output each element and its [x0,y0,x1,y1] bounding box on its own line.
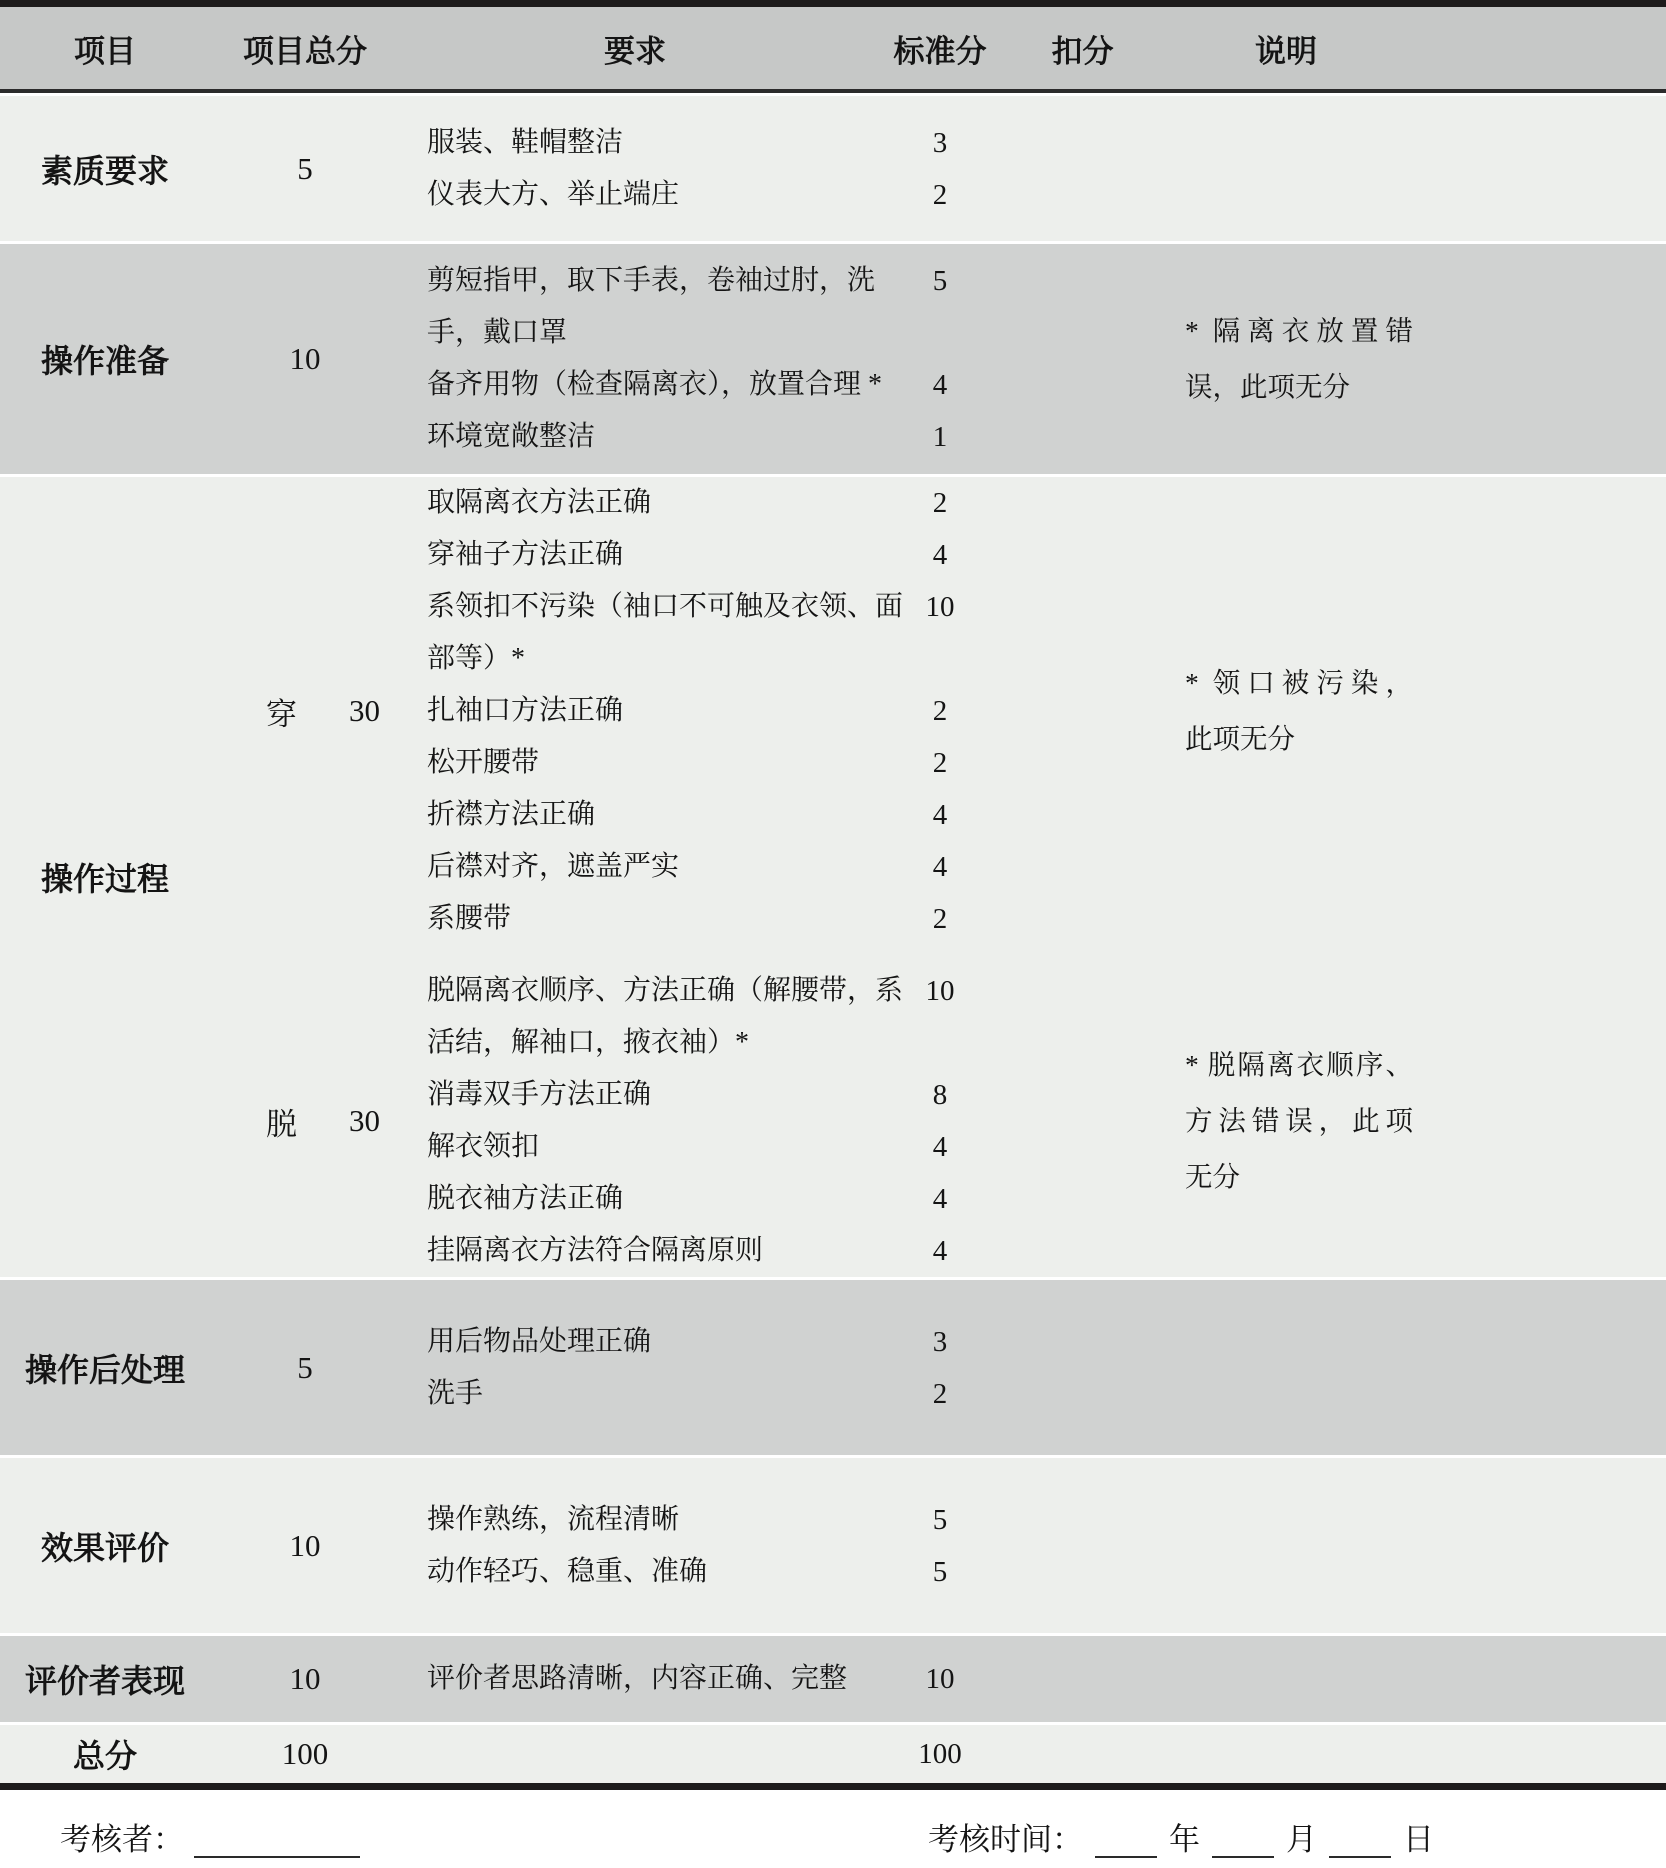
year-blank-line [1095,1822,1157,1858]
standard-score-value: 4 [932,851,948,883]
requirement-row [400,965,1010,1069]
requirement-line: 解衣领扣 [427,1131,540,1162]
requirement-row [400,1546,1010,1598]
row-total-score [0,1722,1666,1783]
section-item-label: 操作后处理 [24,1351,185,1388]
requirement-text [400,477,870,529]
day-label: 日 [1403,1822,1434,1857]
effect-evaluation-note-cell [1155,1458,1666,1633]
standard-score-value: 4 [932,369,948,401]
subsection-label: 穿 [266,696,297,732]
standard-score-value: 10 [925,1663,955,1695]
standard-score-value: 4 [932,1131,948,1163]
requirement-text [400,789,870,841]
note-text [1185,655,1413,767]
requirement-text [400,685,870,737]
standard-score-value: 2 [932,747,948,779]
requirement-row [400,255,1010,359]
row-quality-requirements [0,93,1666,241]
requirement-row [400,169,1010,221]
section-item-label: 操作准备 [40,343,169,379]
requirement-text [400,529,870,581]
requirement-line: 剪短指甲，取下手表，卷袖过肘，洗 [427,265,876,296]
requirement-row [400,529,1010,581]
month-label: 月 [1286,1822,1317,1857]
note-line: * 隔离衣放置错 [1185,315,1413,346]
subsection-total: 30 [349,1103,380,1138]
requirement-row [400,411,1010,463]
deduction-cell [1010,477,1155,945]
take-off-note-cell [1155,965,1666,1277]
requirement-text [400,1069,870,1121]
requirement-text [400,169,870,221]
row-evaluator-performance [0,1633,1666,1722]
standard-score-value: 2 [932,695,948,727]
section-total: 10 [289,1527,321,1563]
requirement-text [400,255,876,359]
requirement-row [400,1121,1010,1173]
standard-score-value: 3 [932,1325,948,1358]
standard-score-value: 5 [932,1503,948,1536]
section-total: 100 [281,1736,329,1771]
requirement-line: 脱衣袖方法正确 [427,1183,624,1214]
requirement-text [400,1494,870,1546]
standard-score-value: 10 [925,591,955,623]
requirement-line: 扎袖口方法正确 [427,695,624,726]
quality-requirements-note-cell [1155,96,1666,241]
requirement-row [400,1316,1010,1368]
requirement-row [400,737,1010,789]
requirement-text [400,965,904,1069]
note-line: * 脱隔离衣顺序、 [1185,1049,1413,1080]
deduction-cell [1010,96,1155,241]
standard-score-value: 5 [932,265,948,297]
requirement-line: 活结，解袖口，掖衣袖）* [427,1027,750,1058]
section-item-label: 效果评价 [40,1529,169,1566]
requirement-line: 系领扣不污染（袖口不可触及衣领、面 [427,591,904,622]
requirement-line: 操作熟练，流程清晰 [427,1503,680,1535]
requirement-text [400,1121,870,1173]
row-effect-evaluation [0,1455,1666,1633]
standard-score-value: 2 [932,903,948,935]
assessor-blank-line [194,1822,360,1858]
requirement-line: 挂隔离衣方法符合隔离原则 [427,1235,764,1266]
requirement-row [400,1225,1010,1277]
note-line: * 领口被污染， [1185,667,1413,698]
requirement-text [400,1546,870,1598]
standard-score-value: 5 [932,1555,948,1588]
month-blank-line [1212,1822,1274,1858]
deduction-cell [1010,965,1155,1277]
requirement-line: 动作轻巧、稳重、准确 [427,1555,708,1587]
deduction-cell [1010,1280,1155,1455]
requirement-text [400,1173,870,1225]
requirement-line: 折襟方法正确 [427,799,596,830]
standard-score-value: 8 [932,1079,948,1111]
assessment-time-field [928,1814,1434,1859]
evaluator-performance-note-cell [1155,1636,1666,1722]
requirement-text [400,893,870,945]
note-line: 误，此项无分 [1185,371,1350,402]
note-line: 无分 [1185,1161,1240,1192]
requirement-line: 系腰带 [427,903,512,934]
subsection-total: 30 [349,693,380,728]
requirement-row [400,893,1010,945]
put-on-note-cell [1155,477,1666,945]
deduction-cell [1010,244,1155,474]
subsection-label-cell [210,477,400,945]
effect-evaluation-requirements [400,1458,1010,1633]
requirement-line: 备齐用物（检查隔离衣），放置合理 * [427,369,883,400]
requirement-text [400,1728,870,1780]
requirement-row [400,1069,1010,1121]
requirement-line: 用后物品处理正确 [427,1325,652,1357]
requirement-line: 手，戴口罩 [427,317,568,348]
post-operation-handling-requirements [400,1280,1010,1455]
requirement-row [400,841,1010,893]
subsection-label-cell [210,965,400,1277]
procedure-subsections [210,477,1666,1277]
deduction-cell [1010,1458,1155,1633]
requirement-row [400,1173,1010,1225]
requirement-text [400,359,883,411]
assessor-field [60,1814,360,1859]
section-item-label: 总分 [72,1738,137,1774]
requirement-row [400,1728,1010,1780]
header-cell-standard-score: 标准分 [893,33,987,69]
requirement-text [400,1368,870,1420]
total-score-note-cell [1155,1725,1666,1783]
requirement-row [400,1494,1010,1546]
requirement-line: 仪表大方、举止端庄 [427,178,680,210]
table-body [0,93,1666,1783]
standard-score-value: 10 [925,975,955,1007]
sheet-footer [0,1790,1666,1868]
requirement-row [400,685,1010,737]
assessor-label: 考核者： [60,1822,184,1857]
requirement-line: 消毒双手方法正确 [427,1079,652,1110]
requirement-line: 穿袖子方法正确 [427,539,624,570]
section-total: 10 [289,1661,321,1696]
total-score-requirements [400,1725,1010,1783]
standard-score-value: 3 [932,126,948,159]
requirement-text [400,737,870,789]
requirement-row [400,359,1010,411]
header-cell-requirement: 要求 [604,33,666,69]
section-item-label: 素质要求 [40,152,169,189]
requirement-text [400,117,870,169]
requirement-text [400,411,870,463]
operation-preparation-requirements [400,244,1010,474]
take-off-requirements [400,965,1010,1277]
requirement-line: 洗手 [427,1377,484,1409]
note-text [1185,303,1413,415]
table-header-row [0,7,1666,93]
section-item-label: 操作过程 [40,861,169,897]
note-text [1185,1037,1413,1205]
header-cell-deduction: 扣分 [1051,33,1114,69]
row-operation-procedure [0,474,1666,1277]
header-cell-note: 说明 [1255,33,1317,69]
row-post-operation-handling [0,1277,1666,1455]
subsection-label: 脱 [266,1106,297,1142]
standard-score-value: 2 [932,487,948,519]
section-total: 10 [289,341,321,376]
requirement-line: 评价者思路清晰，内容正确、完整 [427,1663,848,1694]
evaluator-performance-requirements [400,1636,1010,1722]
standard-score-value: 1 [932,421,948,453]
requirement-line: 后襟对齐，遮盖严实 [427,851,680,882]
standard-score-value: 4 [932,1183,948,1215]
section-item-label: 评价者表现 [24,1663,185,1699]
day-blank-line [1329,1822,1391,1858]
assessment-time-label: 考核时间： [928,1822,1083,1857]
subsection-take-off [210,965,1666,1277]
requirement-row [400,477,1010,529]
header-cell-item: 项目 [74,33,136,69]
requirement-line: 取隔离衣方法正确 [427,487,652,518]
year-label: 年 [1169,1822,1200,1857]
requirement-row [400,117,1010,169]
requirement-line: 松开腰带 [427,747,540,778]
header-cell-item-total: 项目总分 [243,33,367,69]
standard-score-value: 2 [932,178,948,211]
quality-requirements-requirements [400,96,1010,241]
requirement-row [400,1653,1010,1705]
put-on-requirements [400,477,1010,945]
requirement-text [400,1225,870,1277]
standard-score-value: 4 [932,799,948,831]
requirement-row [400,1368,1010,1420]
note-line: 方法错误，此项 [1185,1105,1413,1136]
operation-preparation-note-cell [1155,244,1666,474]
requirement-text [400,841,870,893]
subsection-put-on [210,477,1666,945]
standard-score-value: 2 [932,1377,948,1410]
note-line: 此项无分 [1185,723,1295,754]
deduction-cell [1010,1725,1155,1783]
row-operation-preparation [0,241,1666,474]
standard-score-value: 100 [918,1738,962,1770]
requirement-line: 脱隔离衣顺序、方法正确（解腰带，系 [427,975,904,1006]
requirement-line: 环境宽敞整洁 [427,421,596,452]
deduction-cell [1010,1636,1155,1722]
section-total: 5 [297,1349,313,1385]
requirement-line: 服装、鞋帽整洁 [427,126,624,158]
standard-score-value: 4 [932,539,948,571]
requirement-text [400,581,904,685]
post-operation-handling-note-cell [1155,1280,1666,1455]
requirement-row [400,581,1010,685]
section-total: 5 [297,150,313,186]
requirement-text [400,1653,870,1705]
standard-score-value: 4 [932,1235,948,1267]
requirement-row [400,789,1010,841]
requirement-line: 部等）* [427,643,526,674]
requirement-text [400,1316,870,1368]
